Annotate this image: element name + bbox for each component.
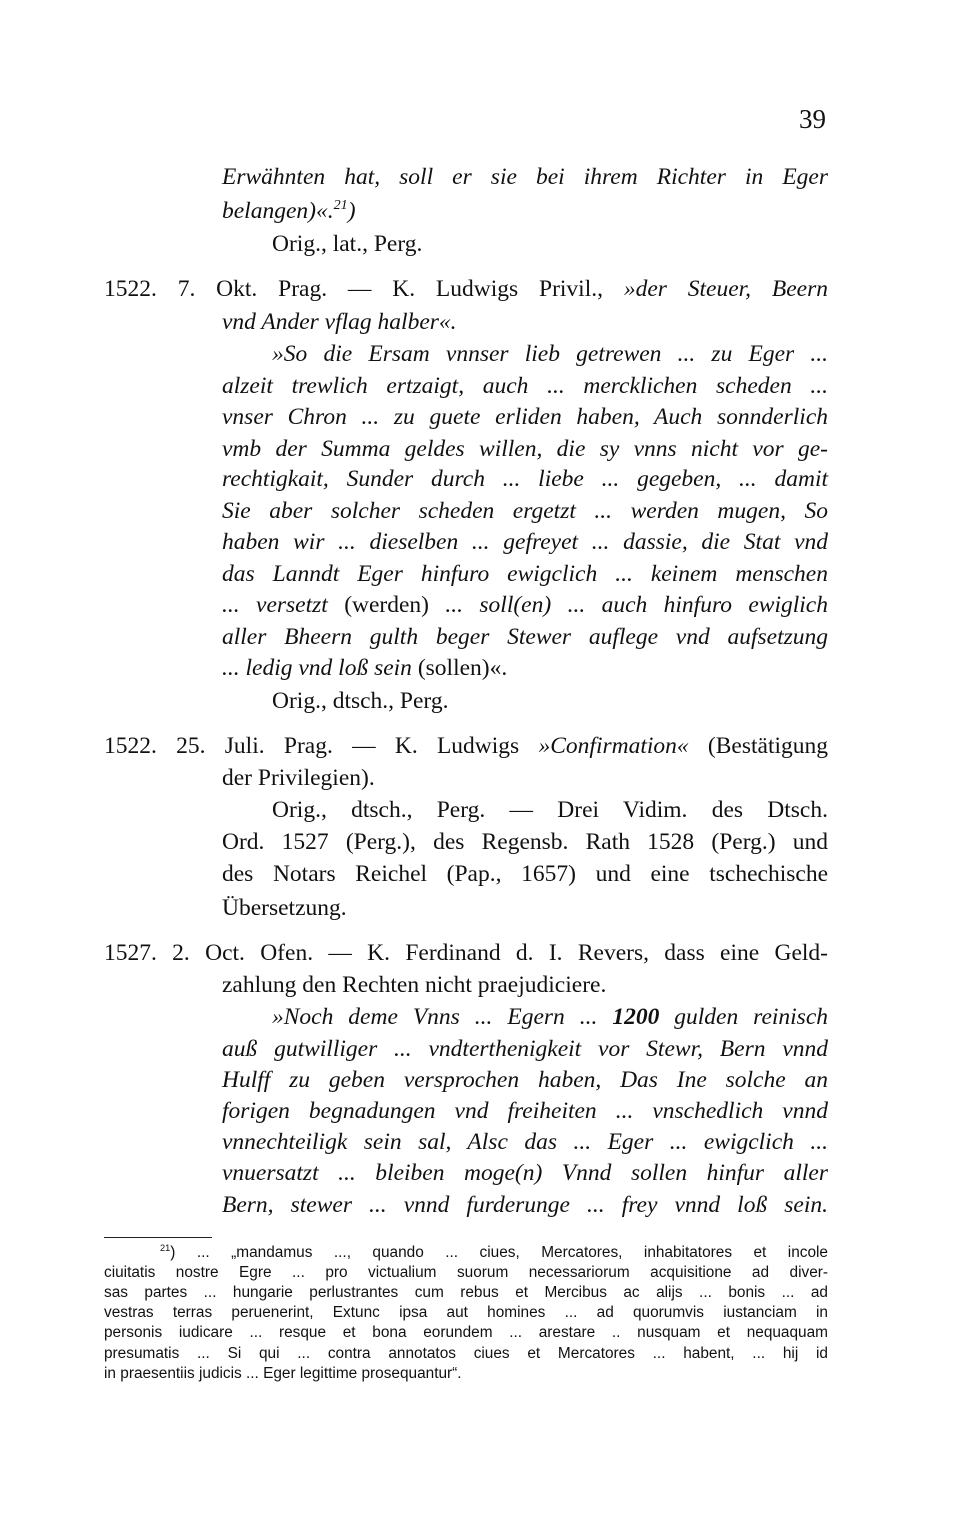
footnote-line: in praesentiis judicis ... Eger legittime prosequantur“. (104, 1365, 462, 1382)
entry-title: »Confirmation« (538, 733, 689, 759)
quote-line: »So die Ersam vnnser lieb getrewen ... zu Eger ... (272, 341, 828, 367)
text-span: gulden reinisch (659, 1004, 829, 1030)
quote-line: vmb der Summa geldes willen, die sy vnns nicht vor ge- (222, 436, 828, 462)
text-span: (Bestätigung (688, 733, 829, 759)
entry-date: 1522. 7. Okt. Prag. — K. Ludwigs Privil., (104, 276, 624, 302)
entry-heading (104, 735, 828, 759)
quote-line (222, 657, 507, 681)
text-span: (werden) (344, 592, 429, 618)
amount: 1200 (612, 1004, 660, 1030)
entry-heading: 1527. 2. Oct. Ofen. — K. Ferdinand d. I. Revers, dass eine Geld- (104, 940, 828, 966)
text-line: vnd Ander vflag halber«. (222, 309, 457, 335)
quote-line: alzeit trewlich ertzaigt, auch ... mercklichen scheden ... (222, 373, 828, 399)
footnote-line: presumatis ... Si qui ... contra annotatos ciues et Mercatores ... habent, ... hij id (104, 1345, 828, 1362)
text-line: Erwähnten hat, soll er sie bei ihrem Richter in Eger (222, 164, 828, 190)
text-line (222, 197, 356, 224)
quote-line: aller Bheern gulth beger Stewer auflege vnd aufsetzung (222, 624, 828, 650)
quote-line: vnuersatzt ... bleiben moge(n) Vnnd sollen hinfur aller (222, 1160, 828, 1186)
source-note: Orig., lat., Perg. (272, 231, 423, 257)
quote-line: vnnechteiligk sein sal, Alsc das ... Eger ... ewigclich ... (222, 1129, 828, 1155)
text-span: ... ledig vnd loß sein (222, 655, 418, 681)
entry-heading (104, 278, 828, 302)
text-span: »Noch deme Vnns ... Egern ... (272, 1004, 613, 1030)
footnote-rule (104, 1237, 212, 1238)
footnote-mark: 21 (160, 1242, 171, 1253)
source-note: Orig., dtsch., Perg. — Drei Vidim. des Dtsch. (272, 797, 828, 823)
quote-line: das Lanndt Eger hinfuro ewigclich ... keinem menschen (222, 561, 828, 587)
page-number: 39 (799, 104, 826, 134)
footnote-line (160, 1242, 828, 1261)
quote-line: rechtigkait, Sunder durch ... liebe ... gegeben, ... damit (222, 466, 828, 492)
text-span: belangen)«. (222, 198, 334, 224)
text-line: Übersetzung. (222, 895, 347, 921)
entry-date: 1522. 25. Juli. Prag. — K. Ludwigs (104, 733, 539, 759)
footnote-line: personis iudicare ... resque et bona eorundem ... arestare .. nusquam et nequaquam (104, 1324, 828, 1341)
footnote-line: vestras terras peruenerint, Extunc ipsa aut homines ... ad quorumvis iustanciam in (104, 1304, 828, 1321)
text-line: Ord. 1527 (Perg.), des Regensb. Rath 1528 (Perg.) und (222, 829, 828, 855)
text-span: ) (347, 198, 356, 224)
text-span: ... versetzt (222, 592, 345, 618)
footnote-line: ciuitatis nostre Egre ... pro victualium suorum necessariorum acquisitione ad diver- (104, 1264, 828, 1281)
quote-line (272, 1006, 828, 1030)
text-line: des Notars Reichel (Pap., 1657) und eine tschechische (222, 861, 828, 887)
quote-line: Sie aber solcher scheden ergetzt ... werden mugen, So (222, 498, 828, 524)
text-span: ... soll(en) ... auch hinfuro ewiglich (429, 592, 828, 618)
quote-line: Hulff zu geben versprochen haben, Das Ine solche an (222, 1067, 828, 1093)
quote-line: Bern, stewer ... vnnd furderunge ... frey vnnd loß sein. (222, 1192, 828, 1218)
quote-line (222, 594, 828, 618)
text-span: ) ... „mandamus ..., quando ... ciues, Mercatores, inhabitatores et incole (170, 1244, 828, 1261)
quote-line: auß gutwilliger ... vndterthenigkeit vor Stewr, Bern vnnd (222, 1036, 828, 1062)
quote-line: forigen begnadungen vnd freiheiten ... vnschedlich vnnd (222, 1098, 828, 1124)
source-note: Orig., dtsch., Perg. (272, 688, 449, 714)
text-line: zahlung den Rechten nicht praejudiciere. (222, 972, 607, 998)
entry-title: »der Steuer, Beern (623, 276, 829, 302)
footnote-ref: 21 (333, 197, 348, 214)
quote-line: vnser Chron ... zu guete erliden haben, Auch sonnderlich (222, 404, 828, 430)
text-span: (sollen)«. (417, 655, 508, 681)
footnote-line: sas partes ... hungarie perlustrantes cum rebus et Mercibus ac alijs ... bonis ... ad (104, 1284, 828, 1301)
text-line: der Privilegien). (222, 765, 375, 791)
quote-line: haben wir ... dieselben ... gefreyet ... dassie, die Stat vnd (222, 529, 828, 555)
